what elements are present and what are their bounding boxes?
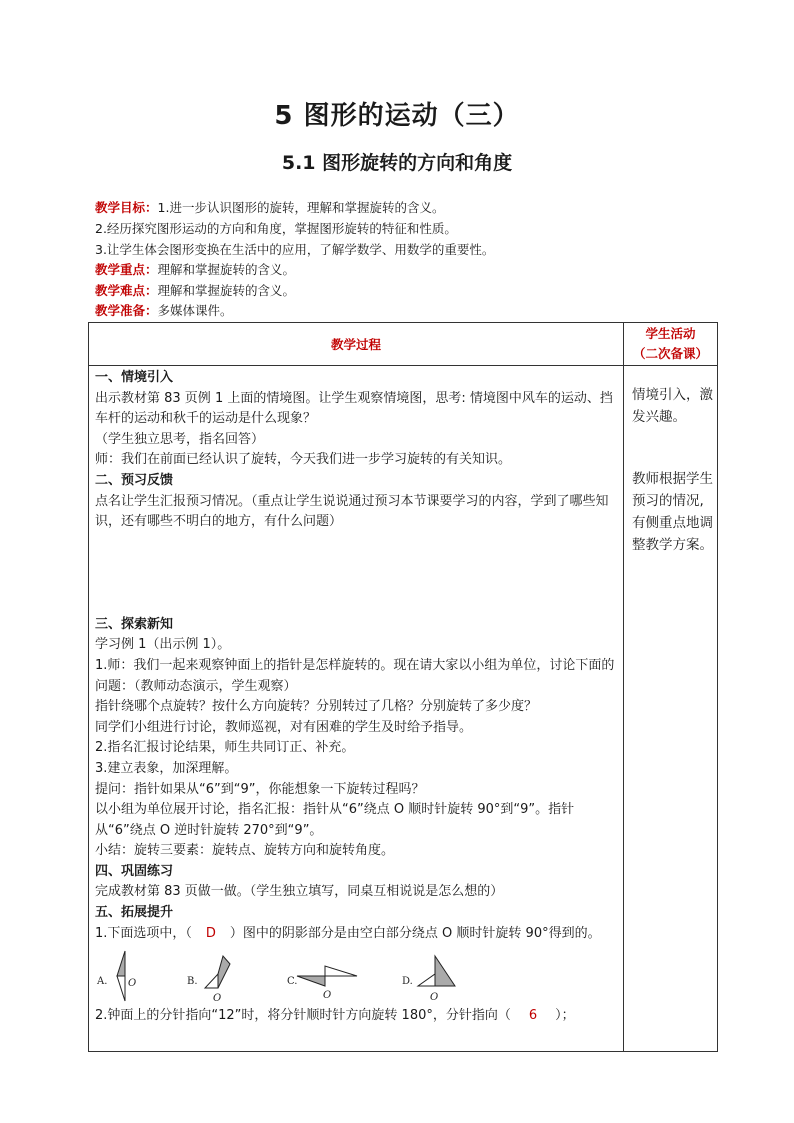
svg-text:C.: C. xyxy=(287,976,298,988)
s3-p5: 2.指名汇报讨论结果，师生共同订正、补充。 xyxy=(95,740,355,756)
difficult-point xyxy=(95,281,725,302)
svg-text:D.: D. xyxy=(402,976,413,988)
prep-label: 教学准备： xyxy=(95,303,158,318)
activity-header: 学生活动 （二次备课） xyxy=(624,323,718,366)
option-a xyxy=(95,946,155,1004)
section-4-title: 四、巩固练习 xyxy=(95,863,174,879)
q2-answer: 6 xyxy=(528,1008,538,1024)
option-a-figure xyxy=(95,946,155,1004)
s2-p1: 点名让学生汇报预习情况。（重点让学生说说通过预习本节课要学习的内容，学到了哪些知识，还有哪些不明白的地方，有什么问题） xyxy=(95,493,609,530)
goal-line-1 xyxy=(95,198,725,219)
q1-answer: D xyxy=(205,925,216,941)
key-label: 教学重点： xyxy=(95,262,158,277)
svg-text:O: O xyxy=(323,990,332,1002)
svg-text:A.: A. xyxy=(97,976,108,988)
side-note-1: 情境引入，激发兴趣。 xyxy=(632,387,713,425)
svg-text:O: O xyxy=(128,978,137,990)
svg-text:B.: B. xyxy=(187,976,198,988)
s4-p1: 完成教材第 83 页做一做。（学生独立填写，同桌互相说说是怎么想的） xyxy=(95,884,504,900)
svg-text:O: O xyxy=(430,992,439,1004)
option-c-figure xyxy=(285,946,365,1004)
process-header: 教学过程 xyxy=(89,323,624,366)
s3-p9: 小结：旋转三要素：旋转点、旋转方向和旋转角度。 xyxy=(95,843,395,859)
question-2: 2.钟面上的分针指向“12”时，将分针顺时针方向旋转 180°，分针指向（ 6 ）； xyxy=(95,1008,575,1024)
blank-space xyxy=(95,533,619,615)
s3-p4: 同学们小组进行讨论，教师巡视，对有困难的学生及时给予指导。 xyxy=(95,719,473,735)
s1-p3: 师：我们在前面已经认识了旋转，今天我们进一步学习旋转的有关知识。 xyxy=(95,452,512,468)
s3-p6: 3.建立表象，加深理解。 xyxy=(95,760,238,776)
difficult-label: 教学难点： xyxy=(95,283,158,298)
option-d xyxy=(400,946,480,1004)
section-1-title: 一、情境引入 xyxy=(95,370,174,385)
page-title: 5 图形的运动（三） xyxy=(274,101,520,131)
process-content xyxy=(89,366,624,1052)
s3-p3: 指针绕哪个点旋转？按什么方向旋转？分别转过了几格？分别旋转了多少度？ xyxy=(95,699,538,715)
option-b xyxy=(185,946,255,1004)
s3-p7: 提问：指针如果从“6”到“9”，你能想象一下旋转过程吗？ xyxy=(95,781,425,797)
goal-2: 2.经历探究图形运动的方向和角度，掌握图形旋转的特征和性质。 xyxy=(95,221,457,236)
side-note-2: 教师根据学生预习的情况,有侧重点地调整教学方案。 xyxy=(632,471,713,553)
option-d-figure xyxy=(400,946,480,1004)
goal-label: 教学目标： xyxy=(95,200,158,215)
lesson-table xyxy=(88,322,718,1052)
question-1: 1.下面选项中，（ D ）图中的阴影部分是由空白部分绕点 O 顺时针旋转 90°得到的。 xyxy=(95,925,601,941)
option-figures xyxy=(95,944,619,1006)
goal-1: 1.进一步认识图形的旋转，理解和掌握旋转的含义。 xyxy=(157,200,445,215)
option-c xyxy=(285,946,365,1004)
section-3-title: 三、探索新知 xyxy=(95,616,174,632)
s3-p2: 1.师：我们一起来观察钟面上的指针是怎样旋转的。现在请大家以小组为单位，讨论下面的问题：（教师动态演示，学生观察） xyxy=(95,657,615,694)
s3-p1: 学习例 1（出示例 1）。 xyxy=(95,637,231,653)
key-text: 理解和掌握旋转的含义。 xyxy=(157,262,296,277)
page-subtitle: 5.1 图形旋转的方向和角度 xyxy=(281,152,513,174)
key-point xyxy=(95,260,725,281)
difficult-text: 理解和掌握旋转的含义。 xyxy=(157,283,296,298)
option-b-figure xyxy=(185,946,255,1004)
section-2-title: 二、预习反馈 xyxy=(95,472,174,488)
preparation xyxy=(95,301,725,322)
s1-p2: （学生独立思考，指名回答） xyxy=(95,431,265,447)
s3-p8: 以小组为单位展开讨论，指名汇报：指针从“6”绕点 O 顺时针旋转 90°到“9”。指针从“6”绕点 O 逆时针旋转 270°到“9”。 xyxy=(95,802,575,838)
prep-text: 多媒体课件。 xyxy=(157,303,233,318)
section-5-title: 五、拓展提升 xyxy=(95,905,174,921)
activity-content xyxy=(624,366,718,1052)
s1-p1: 出示教材第 83 页例 1 上面的情境图。让学生观察情境图，思考: 情境图中风车的运动、挡车杆的运动和秋千的运动是什么现象？ xyxy=(95,390,613,427)
goal-3: 3.让学生体会图形变换在生活中的应用，了解学数学、用数学的重要性。 xyxy=(95,242,495,257)
svg-text:O: O xyxy=(213,993,222,1005)
